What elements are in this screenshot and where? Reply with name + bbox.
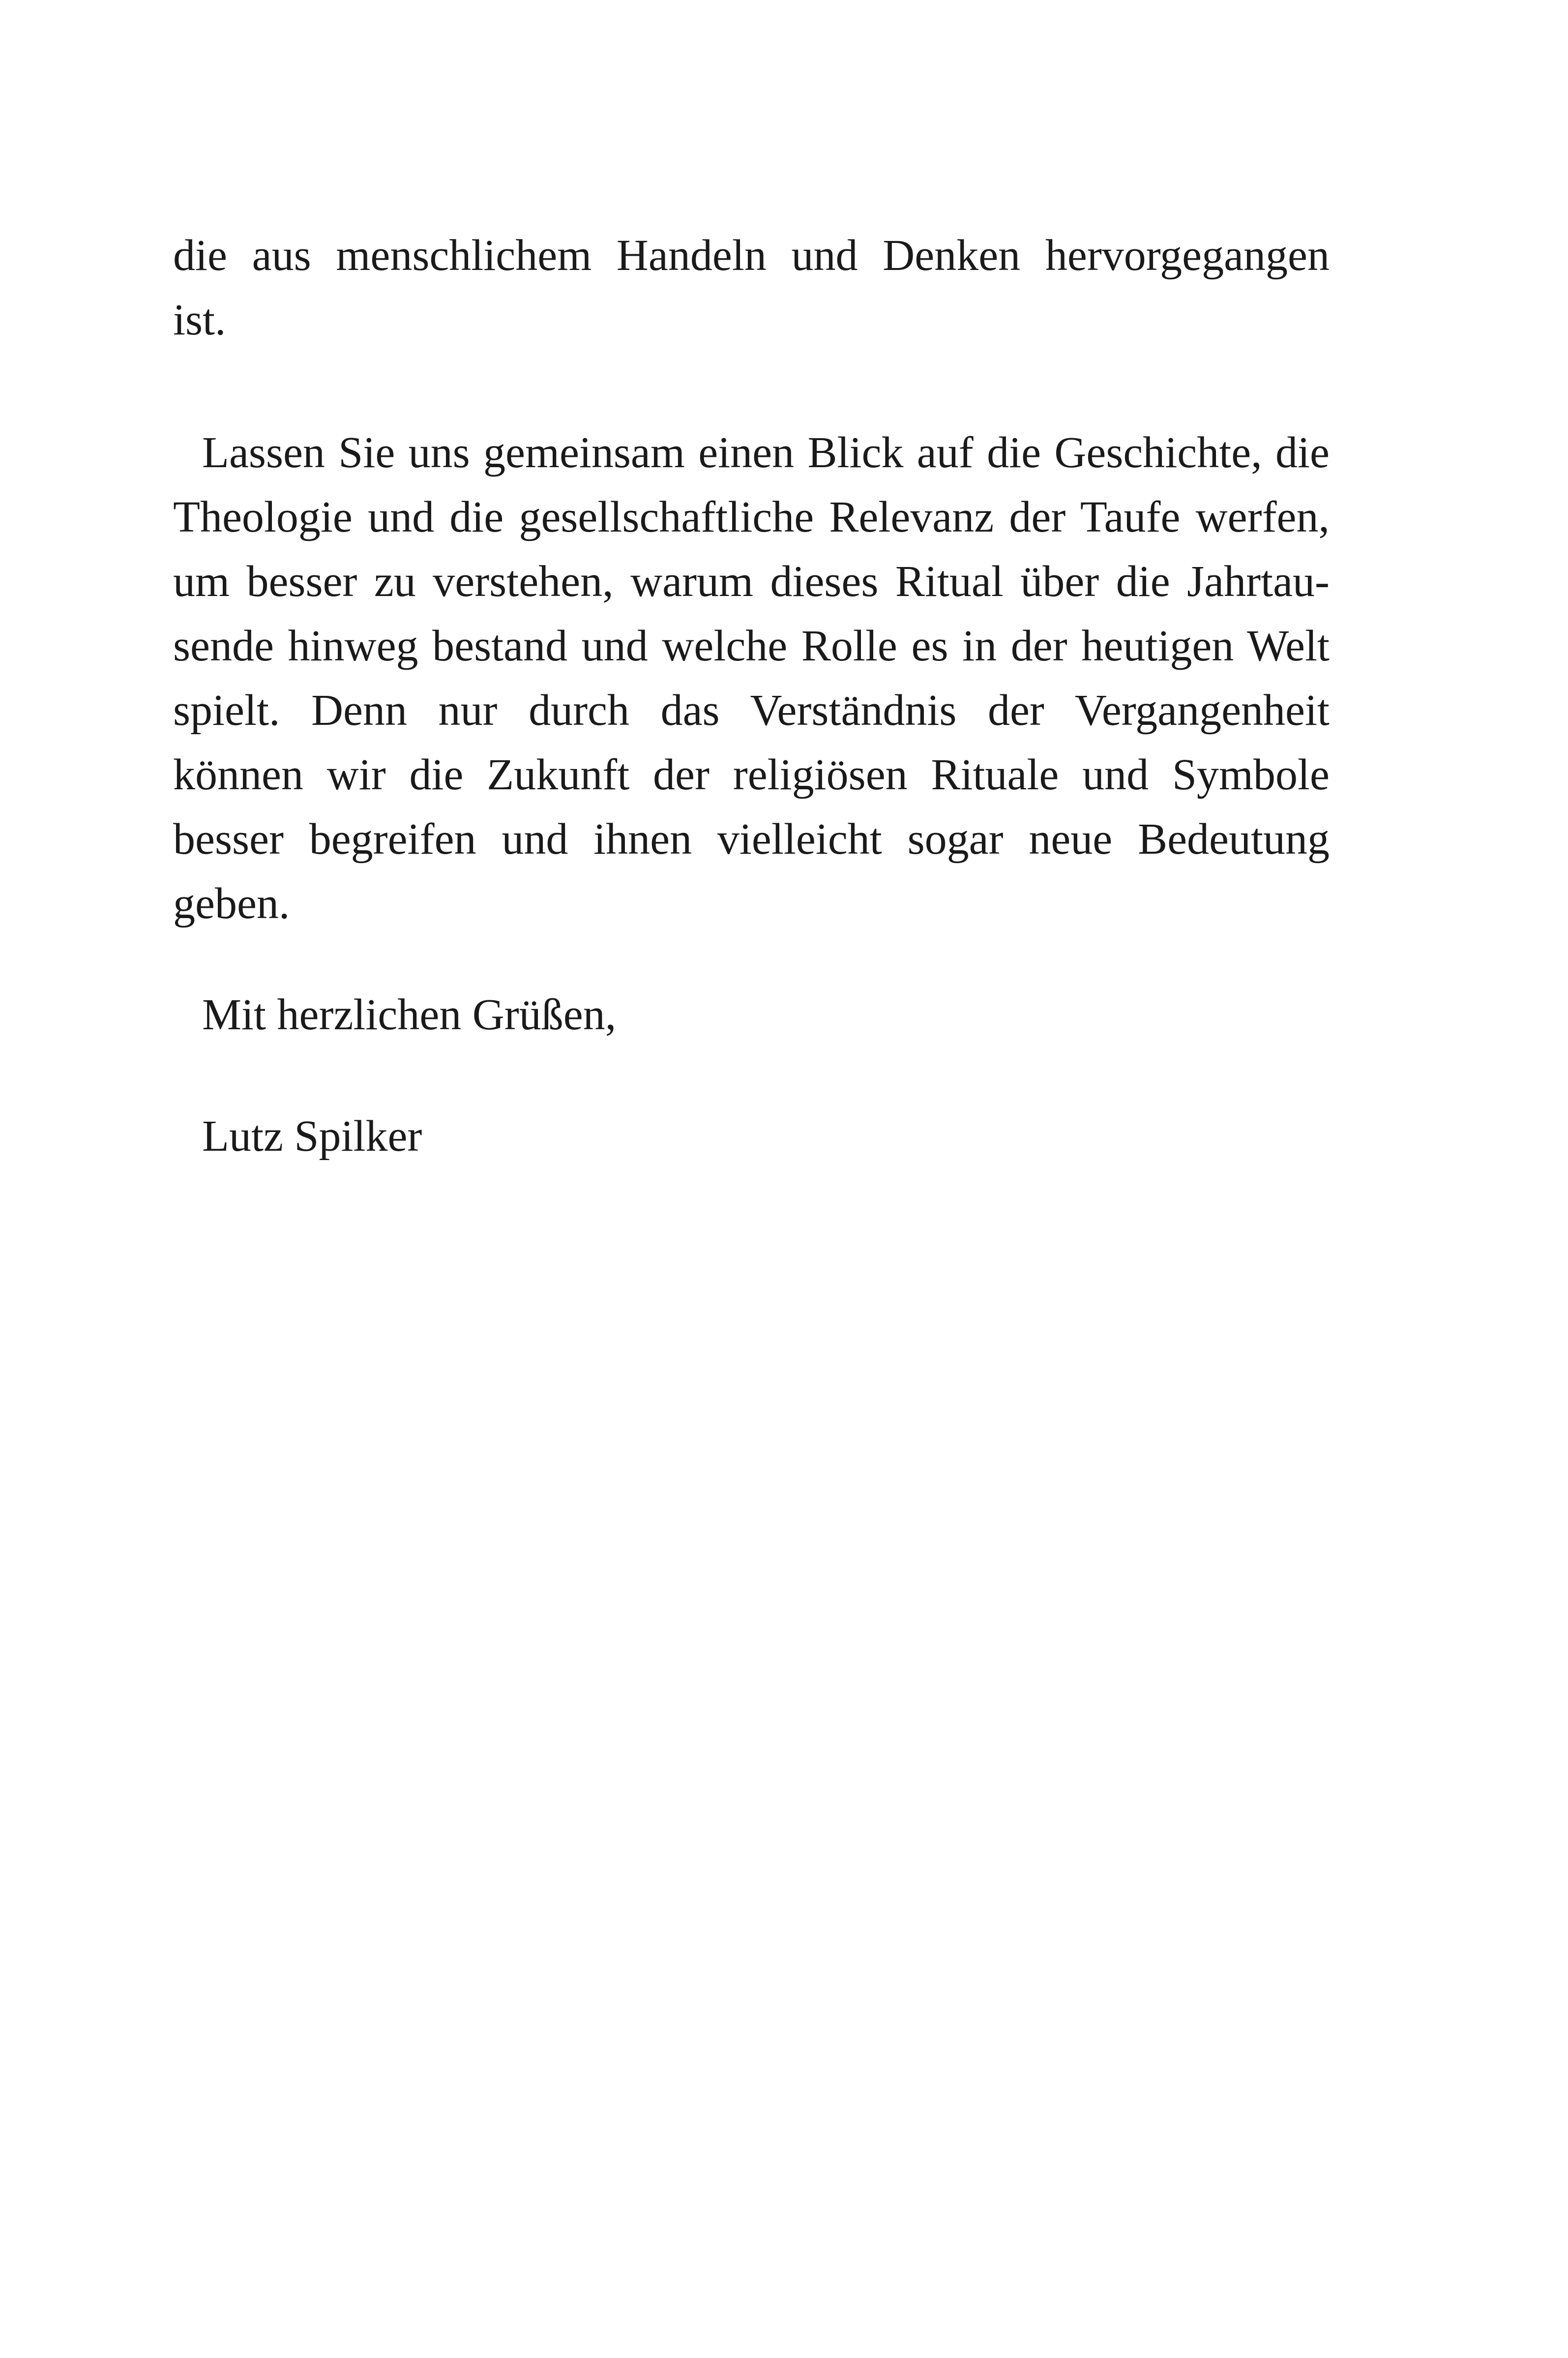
text-line: Theologie und die gesellschaftliche Relevanz der Taufe werfen, [173,493,1330,541]
text-line: um besser zu verstehen, warum dieses Ritual über die Jahrtau- [173,557,1330,606]
text-line: ist. [173,296,226,344]
text-line: sende hinweg bestand und welche Rolle es in der heutigen Welt [173,622,1330,670]
paragraph-main [173,420,1330,936]
closing-salutation: Mit herzlichen Grüßen, [202,990,617,1039]
text-line: geben. [173,879,290,928]
paragraph-continuation [173,223,1330,352]
text-line: besser begreifen und ihnen vielleicht sogar neue Bedeutung [173,815,1330,864]
text-line: die aus menschlichem Handeln und Denken hervorgegangen [173,231,1330,280]
text-line: spielt. Denn nur durch das Verständnis der Vergangenheit [173,686,1330,735]
text-line: können wir die Zukunft der religiösen Rituale und Symbole [173,750,1330,799]
signature-name: Lutz Spilker [202,1112,422,1161]
text-line: Lassen Sie uns gemeinsam einen Blick auf die Geschichte, die [202,428,1330,477]
